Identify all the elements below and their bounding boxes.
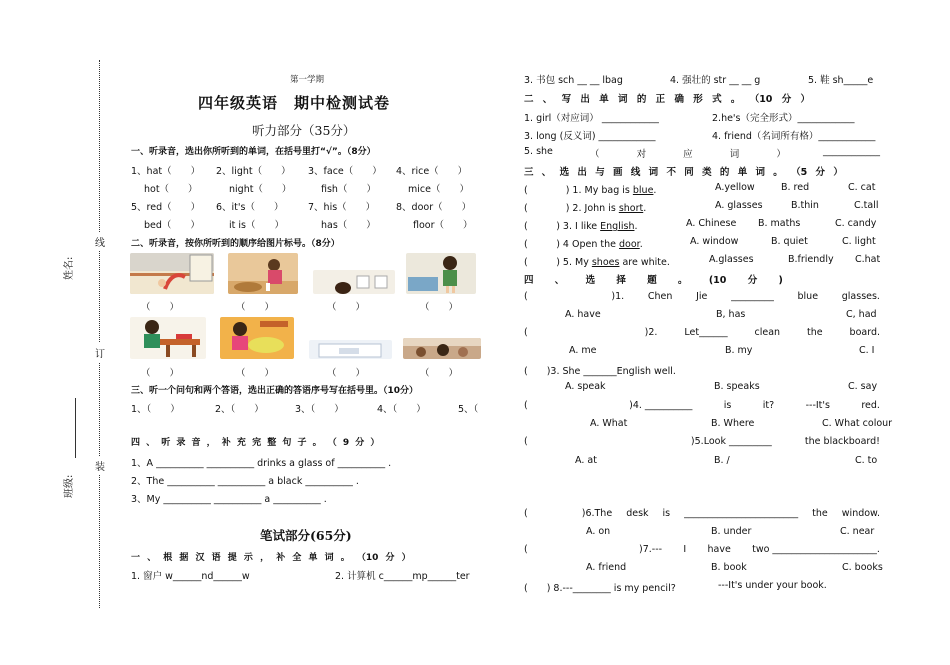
w4-3-a: A. speak bbox=[565, 381, 606, 392]
w3-item-3-rest: . bbox=[634, 221, 638, 232]
w4-2-w1: Let______ bbox=[684, 327, 728, 338]
w4-7-w3: two ______________________. bbox=[752, 544, 880, 555]
q3-item-2: 2、（ ） bbox=[215, 404, 264, 415]
w2-item-3-p1: （ bbox=[589, 149, 600, 160]
w2-item-3-blank: ____________ bbox=[822, 146, 880, 157]
w2-item-1b: 2.he's（完全形式）____________ bbox=[712, 113, 855, 124]
q1-r3c3: 7、his（ ） bbox=[308, 202, 376, 213]
w4-3-b: B. speaks bbox=[714, 381, 760, 392]
w3-item-5-rest: are white. bbox=[619, 257, 670, 268]
w4-4-w4: red. bbox=[861, 400, 880, 411]
w3-item-4-c: C. light bbox=[842, 236, 876, 247]
w3-item-2-b: B.thin bbox=[791, 200, 819, 211]
w2-item-2a: 3. long (反义词) ____________ bbox=[524, 131, 656, 142]
w3-item-4-rest: . bbox=[639, 239, 643, 250]
w4-4-w3: ---It's bbox=[805, 400, 830, 411]
w4-4-a: A. What bbox=[590, 418, 628, 429]
class-fill-line bbox=[75, 398, 76, 458]
w4-4-num: )4. __________ bbox=[629, 400, 693, 411]
w4-1-blank: _________ bbox=[731, 291, 774, 302]
w4-6-w2: is bbox=[662, 508, 671, 519]
w4-4-b: B. Where bbox=[711, 418, 755, 429]
q1-r2c1: hot（ ） bbox=[144, 184, 198, 195]
binding-xian: 线 bbox=[95, 232, 105, 251]
w4-1-b: B, has bbox=[716, 309, 746, 320]
w4-5-b: B. / bbox=[714, 455, 730, 466]
q3-item-5: 5、（ bbox=[458, 404, 479, 415]
q4-line-2: 2、The __________ __________ a black __________ . bbox=[131, 476, 359, 487]
w3-item-5-a: A.glasses bbox=[709, 254, 754, 265]
w3-item-2 bbox=[524, 200, 880, 214]
q1-r2c3: fish（ ） bbox=[321, 184, 376, 195]
w2-item-3-p2: 对 bbox=[636, 149, 647, 160]
w4-1-w3: blue bbox=[797, 291, 819, 302]
picture-wall-board bbox=[309, 340, 392, 359]
exam-title: 四年级英语 期中检测试卷 bbox=[198, 94, 391, 112]
q1-r1c1: 1、hat（ ） bbox=[131, 166, 201, 177]
q1-title: 一、听录音，选出你所听到的单词，在括号里打“√”。（8分） bbox=[131, 147, 376, 157]
w3-item-1-q: ( ) 1. My bag is bbox=[524, 185, 633, 196]
w4-6-w1: desk bbox=[626, 508, 649, 519]
w1-title: 一 、 根 据 汉 语 提 示 ， 补 全 单 词 。 （10 分 ） bbox=[131, 553, 411, 563]
w2-item-3-p4: 词 bbox=[729, 149, 740, 160]
w4-7-open: ( bbox=[524, 544, 528, 555]
w4-5-num: )5.Look _________ bbox=[690, 436, 772, 447]
w3-item-4-b: B. quiet bbox=[771, 236, 808, 247]
q3-item-1: 1、（ ） bbox=[131, 404, 180, 415]
w2-title: 二 、 写 出 单 词 的 正 确 形 式 。 （10 分 ） bbox=[524, 94, 811, 105]
w4-1-open: ( bbox=[524, 291, 528, 302]
class-label: 班级: bbox=[64, 474, 75, 498]
q2-bracket-5: （ ） bbox=[141, 368, 180, 379]
w2-item-1a: 1. girl（对应词） ____________ bbox=[524, 113, 659, 124]
picture-classroom bbox=[403, 338, 481, 359]
w4-6-blank: ________________________ bbox=[684, 508, 799, 519]
w1-line-3a: 3. 书包 sch __ __ lbag bbox=[524, 75, 623, 86]
w3-item-2-underlined: short bbox=[618, 203, 644, 214]
q3-title: 三、听一个问句和两个答语，选出正确的答语序号写在括号里。（10分） bbox=[131, 386, 419, 396]
w4-2-b: B. my bbox=[725, 345, 753, 356]
w4-7-num: )7.--- bbox=[639, 544, 663, 555]
w3-item-3-a: A. Chinese bbox=[686, 218, 737, 229]
picture-light-switch bbox=[313, 270, 395, 294]
q1-r3c2: 6、it's（ ） bbox=[216, 202, 284, 213]
w4-7-w1: I bbox=[683, 544, 687, 555]
picture-open-window bbox=[130, 253, 214, 294]
w3-item-1-b: B. red bbox=[781, 182, 810, 193]
q1-r4c3: has（ ） bbox=[321, 220, 376, 231]
w3-item-4-underlined: door bbox=[619, 239, 640, 250]
w4-item-3-q: ( )3. She _______English well. bbox=[524, 366, 676, 377]
q4-line-1: 1、A __________ __________ drinks a glass of __________ . bbox=[131, 458, 392, 469]
q2-bracket-6: （ ） bbox=[236, 368, 275, 379]
w3-item-4-q: ( ) 4 Open the bbox=[524, 239, 620, 250]
w3-item-2-c: C.tall bbox=[854, 200, 879, 211]
q2-bracket-4: （ ） bbox=[420, 302, 459, 313]
w4-7-a: A. friend bbox=[586, 562, 627, 573]
q3-item-4: 4、（ ） bbox=[377, 404, 426, 415]
q3-item-3: 3、（ ） bbox=[295, 404, 344, 415]
w4-5-open: ( bbox=[524, 436, 528, 447]
w4-1-w2: Jie bbox=[696, 291, 708, 302]
w4-1-w1: Chen bbox=[647, 291, 673, 302]
w2-item-2b: 4. friend（名词所有格）____________ bbox=[712, 131, 876, 142]
w3-item-1-underlined: blue bbox=[632, 185, 654, 196]
w4-1-w4: glasses. bbox=[841, 291, 880, 302]
q1-r4c4: floor（ ） bbox=[413, 220, 473, 231]
w3-item-4-a: A. window bbox=[690, 236, 739, 247]
w3-item-5-c: C.hat bbox=[855, 254, 881, 265]
q1-r4c1: bed（ ） bbox=[144, 220, 200, 231]
w3-item-3-c: C. candy bbox=[835, 218, 877, 229]
w4-4-w2: it? bbox=[762, 400, 775, 411]
w4-6-w3: the bbox=[812, 508, 828, 519]
w1-line-3b: 4. 强壮的 str __ __ g bbox=[670, 75, 761, 86]
w4-6-open: ( bbox=[524, 508, 528, 519]
w3-item-1-rest: . bbox=[653, 185, 657, 196]
q1-r1c2: 2、light（ ） bbox=[216, 166, 291, 177]
q2-bracket-2: （ ） bbox=[236, 302, 275, 313]
q1-r2c2: night（ ） bbox=[229, 184, 292, 195]
w3-item-2-q: ( ) 2. John is bbox=[524, 203, 619, 214]
w4-2-w4: board. bbox=[849, 327, 880, 338]
w4-4-open: ( bbox=[524, 400, 528, 411]
w3-item-3-underlined: English bbox=[600, 221, 635, 232]
w4-item-8-q: ( ) 8.---________ is my pencil? bbox=[524, 583, 676, 594]
w4-2-w3: the bbox=[807, 327, 823, 338]
w3-item-1-c: C. cat bbox=[848, 182, 876, 193]
binding-line bbox=[99, 60, 100, 608]
w4-item-5-q bbox=[524, 436, 880, 447]
w3-item-2-rest: . bbox=[643, 203, 647, 214]
w3-item-1 bbox=[524, 182, 880, 196]
name-label: 姓名: bbox=[64, 256, 75, 280]
written-title: 笔试部分(65分) bbox=[260, 528, 352, 543]
w1-line-1a: 1. 窗户 w______nd______w bbox=[131, 571, 250, 582]
w3-item-3-b: B. maths bbox=[758, 218, 801, 229]
picture-boy-desk bbox=[130, 317, 206, 359]
w4-7-c: C. books bbox=[842, 562, 883, 573]
w4-2-c: C. I bbox=[859, 345, 875, 356]
w4-6-b: B. under bbox=[711, 526, 752, 537]
w3-item-1-a: A.yellow bbox=[715, 182, 755, 193]
listening-title: 听力部分（35分） bbox=[252, 123, 356, 138]
w4-item-8-answer: ---It's under your book. bbox=[718, 580, 827, 591]
w3-title: 三 、 选 出 与 画 线 词 不 同 类 的 单 词 。 （5 分 ） bbox=[524, 167, 843, 178]
w4-2-w2: clean bbox=[754, 327, 781, 338]
q1-r1c4: 4、rice（ ） bbox=[396, 166, 468, 177]
picture-girl-door bbox=[406, 253, 476, 294]
q4-title: 四 、 听 录 音 ， 补 充 完 整 句 子 。 （ 9 分 ） bbox=[131, 438, 380, 448]
w4-item-1-q bbox=[524, 291, 880, 302]
w4-4-c: C. What colour bbox=[822, 418, 893, 429]
w2-item-3-p5: ） bbox=[776, 149, 786, 160]
w4-6-c: C. near bbox=[840, 526, 875, 537]
w4-5-w1: the blackboard! bbox=[804, 436, 880, 447]
w4-5-c: C. to bbox=[855, 455, 878, 466]
w3-item-3-q: ( ) 3. I like bbox=[524, 221, 601, 232]
w3-item-5-underlined: shoes bbox=[591, 257, 620, 268]
w4-6-a: A. on bbox=[586, 526, 611, 537]
w4-2-num: )2. bbox=[644, 327, 658, 338]
q1-r1c3: 3、face（ ） bbox=[308, 166, 382, 177]
w4-2-open: ( bbox=[524, 327, 528, 338]
q1-r3c1: 5、red（ ） bbox=[131, 202, 201, 213]
picture-girl-sweeping bbox=[228, 253, 298, 294]
w4-1-c: C, had bbox=[846, 309, 877, 320]
w4-3-c: C. say bbox=[848, 381, 878, 392]
q2-title: 二、听录音，按你所听到的顺序给图片标号。（8分） bbox=[131, 239, 340, 249]
w4-item-7-q bbox=[524, 544, 880, 555]
w4-1-a: A. have bbox=[565, 309, 601, 320]
w1-line-1b: 2. 计算机 c______mp______ter bbox=[335, 571, 470, 582]
q2-bracket-3: （ ） bbox=[327, 302, 366, 313]
w2-item-3-word: 5. she bbox=[524, 146, 553, 157]
q2-bracket-8: （ ） bbox=[420, 368, 459, 379]
w4-title: 四 、 选 择 题 。 (10 分 ) bbox=[524, 275, 783, 286]
w2-item-3-p3: 应 bbox=[683, 149, 693, 160]
w3-item-5-q: ( ) 5. My bbox=[524, 257, 592, 268]
w4-5-a: A. at bbox=[575, 455, 597, 466]
q2-bracket-1: （ ） bbox=[141, 302, 180, 313]
q1-r2c4: mice（ ） bbox=[408, 184, 469, 195]
w4-item-6-q bbox=[524, 508, 880, 519]
w3-item-5 bbox=[524, 254, 880, 268]
w4-7-b: B. book bbox=[711, 562, 747, 573]
q1-r4c2: it is（ ） bbox=[229, 220, 284, 231]
semester-label: 第一学期 bbox=[290, 75, 325, 85]
w4-7-w2: have bbox=[707, 544, 731, 555]
w4-item-2-q bbox=[524, 327, 880, 338]
w4-6-num: )6.The bbox=[581, 508, 613, 519]
w3-item-5-b: B.friendly bbox=[788, 254, 834, 265]
w4-2-a: A. me bbox=[569, 345, 597, 356]
q4-line-3: 3、My __________ __________ a __________ . bbox=[131, 494, 327, 505]
w3-item-2-a: A. glasses bbox=[715, 200, 763, 211]
w4-item-4-q bbox=[524, 400, 880, 411]
w4-1-num: )1. bbox=[611, 291, 625, 302]
w4-4-w1: is bbox=[723, 400, 732, 411]
w2-item-3 bbox=[524, 146, 880, 160]
binding-zhuang: 装 bbox=[95, 456, 105, 475]
binding-ding: 订 bbox=[95, 343, 105, 362]
picture-girl-books bbox=[220, 317, 294, 359]
w1-line-3c: 5. 鞋 sh_____e bbox=[808, 75, 874, 86]
q1-r3c4: 8、door（ ） bbox=[396, 202, 472, 213]
w4-6-w4: window. bbox=[841, 508, 880, 519]
w3-item-3 bbox=[524, 218, 880, 232]
q2-bracket-7: （ ） bbox=[327, 368, 366, 379]
w3-item-4 bbox=[524, 236, 880, 250]
